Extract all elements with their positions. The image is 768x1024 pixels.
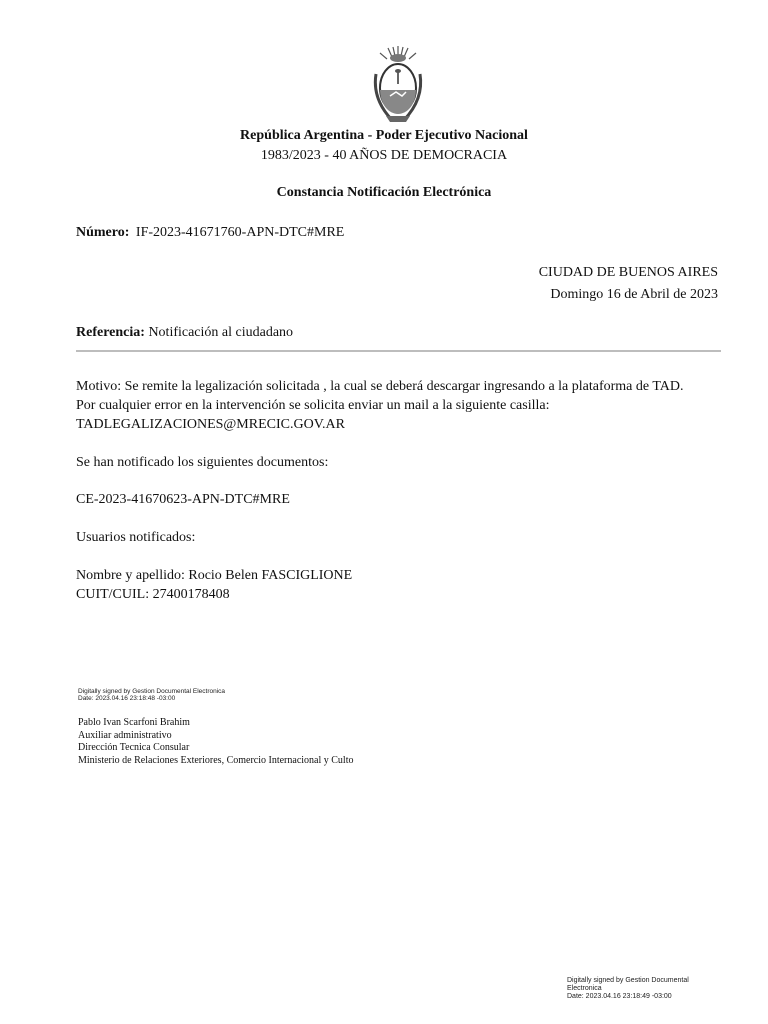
email-address: TADLEGALIZACIONES@MRECIC.GOV.AR — [76, 417, 345, 432]
signer-role: Auxiliar administrativo — [78, 729, 172, 741]
numero-label: Número: — [76, 225, 130, 240]
signer-ministry: Ministerio de Relaciones Exteriores, Comercio Internacional y Culto — [78, 754, 354, 766]
digital-signature-line: Digitally signed by Gestion Documental Electronica — [78, 688, 226, 695]
signer-name: Pablo Ivan Scarfoni Brahim — [78, 717, 190, 728]
motivo-line-1: Motivo: Se remite la legalización solicitada , la cual se deberá descargar ingresando a la plataforma de TAD. — [76, 379, 684, 394]
digital-signature-date: Date: 2023.04.16 23:18:48 -03:00 — [78, 695, 176, 702]
motivo-line-2: Por cualquier error en la intervención se solicita enviar un mail a la siguiente casilla: — [76, 398, 550, 413]
footer-signature-line-1: Digitally signed by Gestion Documental — [567, 977, 689, 984]
signer-block — [78, 717, 353, 767]
digital-signature-block — [78, 688, 225, 702]
referencia-row — [76, 324, 293, 342]
date: Domingo 16 de Abril de 2023 — [550, 287, 718, 302]
coat-of-arms-icon — [370, 44, 426, 124]
header-subtitle: 1983/2023 - 40 AÑOS DE DEMOCRACIA — [260, 148, 508, 163]
city: CIUDAD DE BUENOS AIRES — [538, 265, 718, 280]
signer-office: Dirección Tecnica Consular — [78, 742, 190, 753]
documents-intro: Se han notificado los siguientes documentos: — [76, 455, 329, 470]
user-cuit: CUIT/CUIL: 27400178408 — [76, 587, 230, 602]
user-name: Nombre y apellido: Rocio Belen FASCIGLIONE — [76, 568, 353, 583]
numero-row — [76, 224, 344, 242]
numero-value: IF-2023-41671760-APN-DTC#MRE — [135, 225, 345, 240]
footer-signature-line-2: Electronica — [567, 985, 602, 992]
document-title: Constancia Notificación Electrónica — [276, 185, 492, 200]
footer-digital-signature — [567, 977, 689, 1001]
referencia-value: Notificación al ciudadano — [148, 325, 294, 340]
header-title: República Argentina - Poder Ejecutivo Nacional — [240, 128, 528, 143]
footer-signature-date: Date: 2023.04.16 23:18:49 -03:00 — [567, 993, 672, 1000]
referencia-label: Referencia: — [76, 325, 145, 340]
users-intro: Usuarios notificados: — [76, 530, 196, 545]
document-id: CE-2023-41670623-APN-DTC#MRE — [76, 492, 290, 507]
divider — [76, 350, 721, 352]
